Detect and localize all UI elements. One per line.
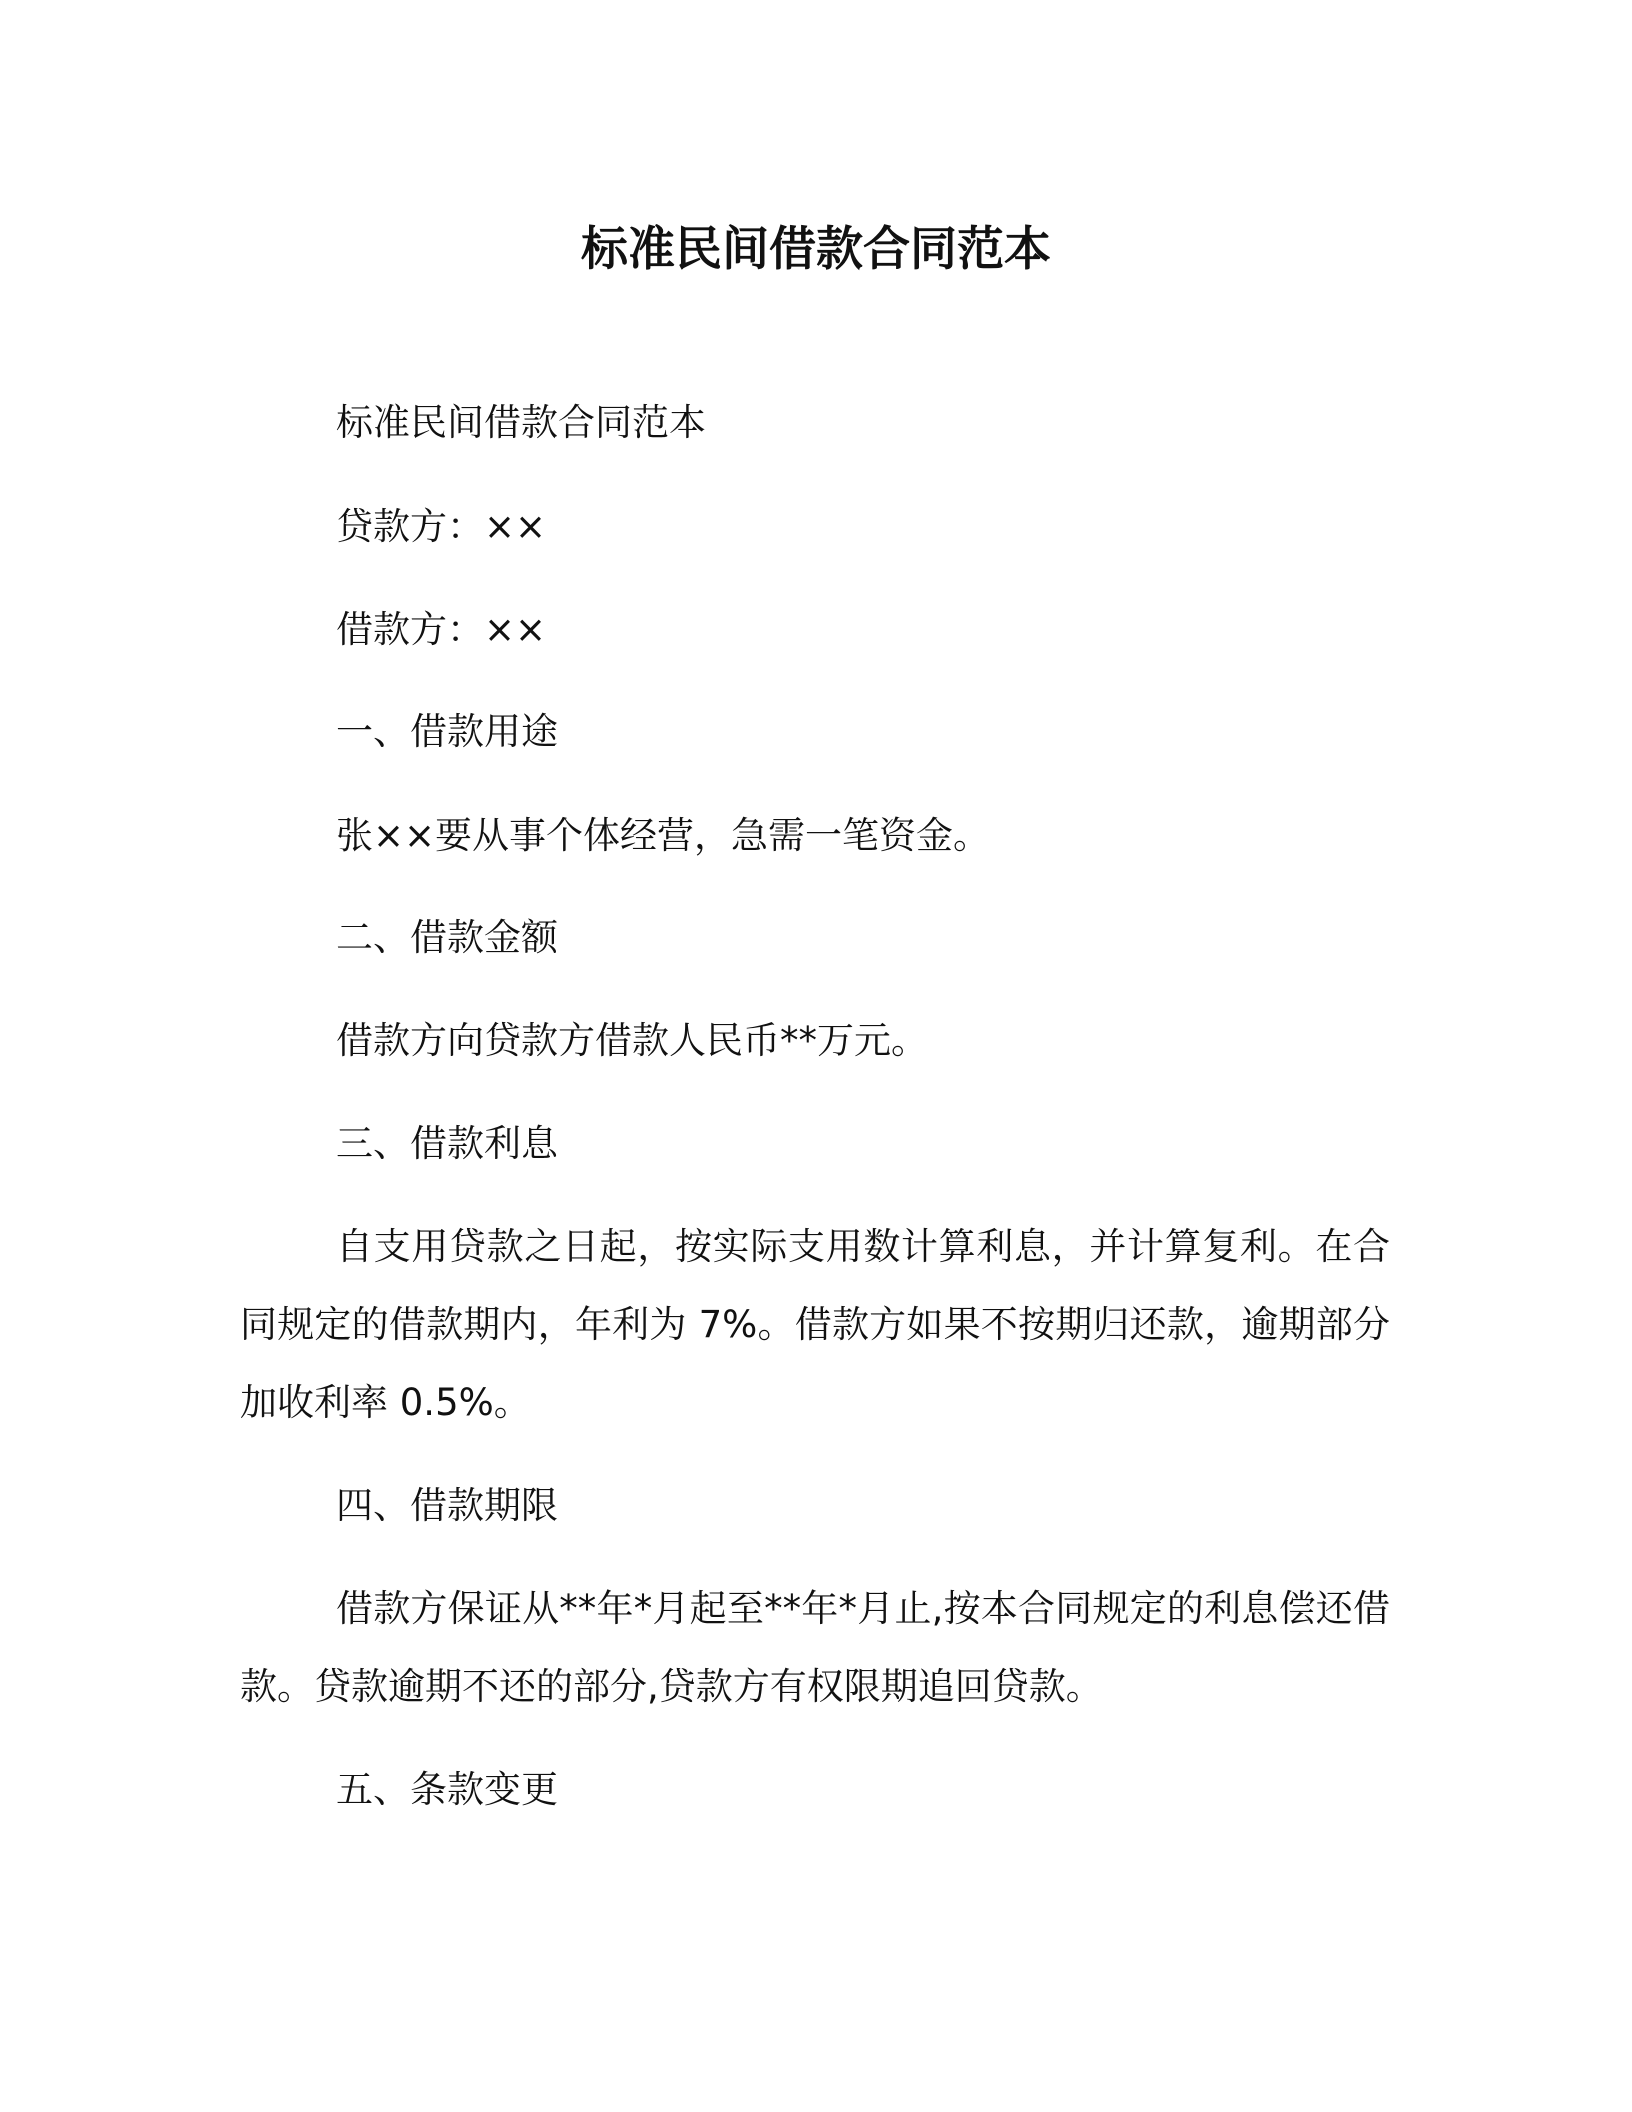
borrower-line: 借款方：×× [336,608,547,651]
section-heading-interest: 三、借款利息 [336,1122,558,1165]
lender-line: 贷款方：×× [336,505,547,548]
document-title: 标准民间借款合同范本 [581,222,1051,277]
section-heading-term: 四、借款期限 [336,1484,558,1527]
section-heading-amount: 二、借款金额 [336,916,558,959]
section-body-purpose: 张××要从事个体经营，急需一笔资金。 [336,814,991,857]
section-heading-amendment: 五、条款变更 [336,1768,558,1811]
section-body-interest: 自支用贷款之日起，按实际支用数计算利息，并计算复利。在合同规定的借款期内，年利为 7%。借款方如果不按期归还款，逾期部分加收利率 0.5%。 [240,1225,1390,1424]
section-heading-purpose: 一、借款用途 [336,710,558,753]
section-body-amount: 借款方向贷款方借款人民币**万元。 [336,1019,928,1062]
document-subtitle: 标准民间借款合同范本 [336,401,706,444]
section-body-term: 借款方保证从**年*月起至**年*月止,按本合同规定的利息偿还借款。贷款逾期不还的部分,贷款方有权限期追回贷款。 [240,1587,1390,1708]
